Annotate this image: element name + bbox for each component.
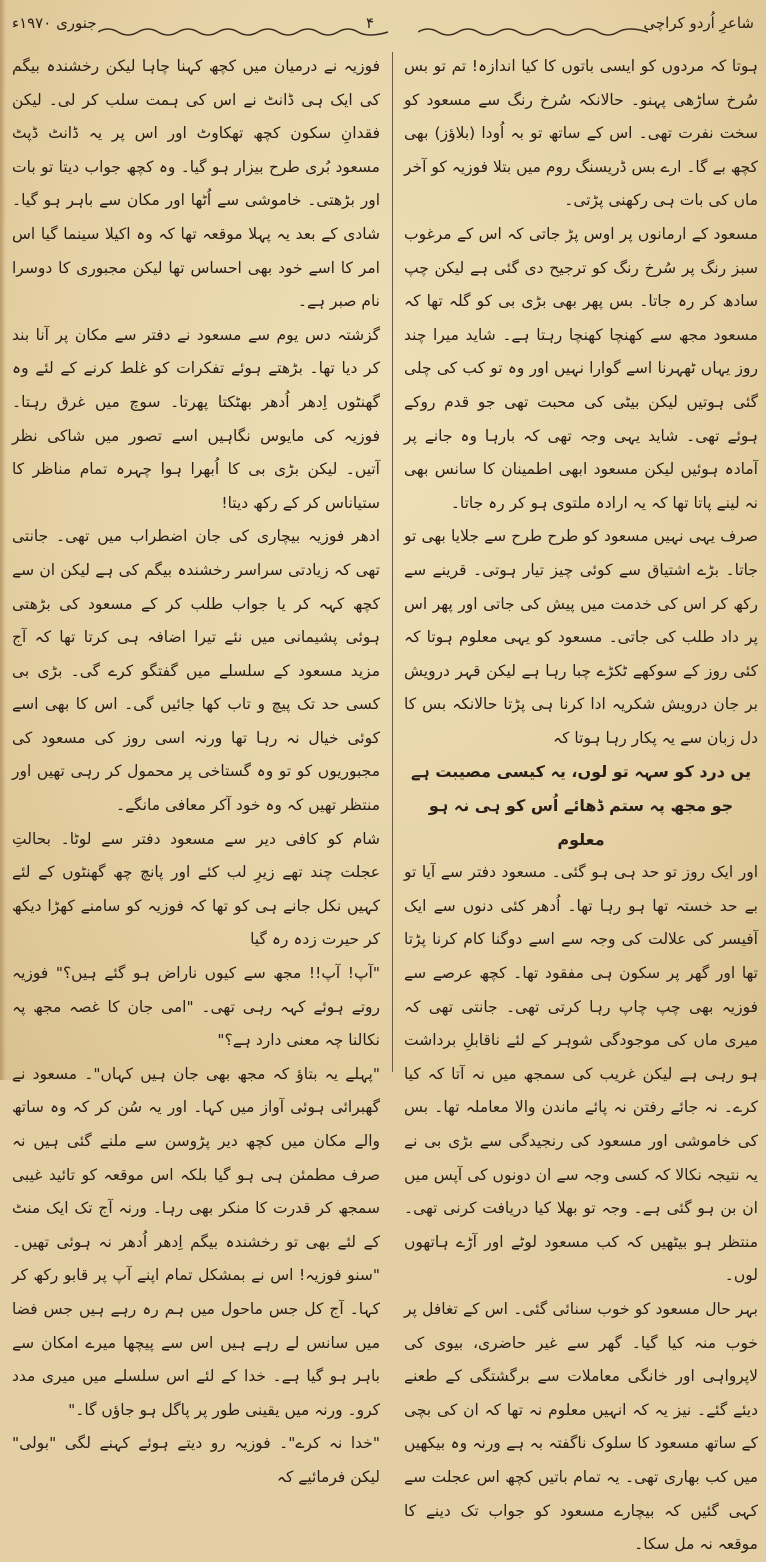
verse-line: یں درد کو سہہ تو لوں، یہ کیسی مصیبت ہے: [411, 762, 751, 782]
page-binding-shadow: [0, 0, 6, 1080]
paragraph: مسعود کے ارمانوں پر اوس پڑ جاتی کہ اس کے مرغوب سبز رنگ پر سُرخ رنگ کو ترجیح دی گئی ہے لیکن چپ سادھ کر رہ جاتا۔ بس پھر بھی بڑی بی کو گلہ تھا کہ مسعود مجھ سے کھنچا کھنچا رہتا ہے۔ شاید میرا چند روز یہاں ٹھہرنا اسے گوارا نہیں اور وہ تو کب کی چلی گئی ہوتیں لیکن بیٹی کی محبت تھی جو قدم روکے ہوئے تھی۔ شاید یہی وجہ تھی کہ بارہا وہ جانے پر آمادہ ہوئیں لیکن مسعود ابھی اطمینان کا سانس بھی نہ لینے پاتا تھا کہ یہ ارادہ ملتوی ہو کر رہ جاتا۔: [404, 224, 758, 512]
text-column-right: [400, 50, 758, 1562]
paragraph: فوزیہ نے درمیان میں کچھ کہنا چاہا لیکن رخشندہ بیگم کی ایک ہی ڈانٹ نے اس کی ہمت سلب کر لی۔ لیکن فقدانِ سکون کچھ تھکاوٹ اور اس پر یہ ڈانٹ ڈپٹ مسعود بُری طرح بیزار ہو گیا۔ وہ کچھ جواب دیتا تو بات اور بڑھتی۔ خاموشی سے اُٹھا اور مکان سے باہر ہو گیا۔ شادی کے بعد یہ پہلا موقعہ تھا کہ وہ اکیلا سینما گیا اس امر کا اسے خود بھی احساس تھا لیکن مجبوری کا دوسرا نام صبر ہے۔: [12, 57, 380, 311]
paragraph: گزشتہ دس یوم سے مسعود نے دفتر سے مکان پر آنا بند کر دیا تھا۔ بڑھتے ہوئے تفکرات کو غلط کرنے کے لئے وہ گھنٹوں اِدھر اُدھر بھٹکتا پھرتا۔ سوچ میں غرق رہتا۔ فوزیہ کی مایوس نگاہیں اسے تصور میں شاکی نظر آتیں۔ لیکن بڑی بی کا اُبھرا ہوا چہرہ تمام مناظر کا ستیاناس کر کے رکھ دیتا!: [12, 325, 380, 512]
paragraph: ہوتا کہ مردوں کو ایسی باتوں کا کیا اندازہ! تم تو بس سُرخ ساڑھی پہنو۔ حالانکہ سُرخ رنگ سے مسعود کو سخت نفرت تھی۔ اس کے ساتھ تو بہ اُودا (بلاؤز) بھی کچھ بے گا۔ ارے بس ڈریسنگ روم میں بتلا فوزیہ کو آخر ماں کی بات ہی رکھنی پڑتی۔: [404, 57, 758, 210]
header-date: جنوری ۱۹۷۰ء: [12, 14, 97, 32]
header-magazine-title: شاعرِ اُردو کراچی: [643, 14, 754, 32]
header-wave-ornament: [418, 26, 648, 38]
paragraph: بہر حال مسعود کو خوب سنائی گئی۔ اس کے تغافل پر خوب منہ کیا گیا۔ گھر سے غیر حاضری، بیوی کی لاپرواہی اور خانگی معاملات سے برگشتگی کے طعنے دیئے گئے۔ نیز یہ کہ انہیں معلوم نہ تھا کہ ان کی بچی کے ساتھ مسعود کا سلوک ناگفتہ بہ ہے ورنہ وہ بیکھیں میں کب بھاری تھی۔ یہ تمام باتیں کچھ اس عجلت سے کہی گئیں کہ بیچارے مسعود کو جواب تک دینے کا موقعہ نہ مل سکا۔: [404, 1299, 758, 1554]
column-divider: [392, 52, 393, 1072]
dialogue-paragraph: "پہلے یہ بتاؤ کہ مجھ بھی جان ہیں کہاں"۔ مسعود نے گھبرائی ہوئی آواز میں کہا۔ اور یہ سُن کر کہ وہ ساتھ والے مکان میں کچھ دیر پڑوسن سے ملنے گئی ہیں نہ صرف مطمئن ہی ہو گیا بلکہ اس موقعہ کو تائید غیبی سمجھ کر قدرت کا منکر بھی رہا۔ ورنہ آج تک ایک منٹ کے لئے بھی تو رخشندہ بیگم اِدھر اُدھر نہ ہوئی تھیں۔ "سنو فوزیہ! اس نے بمشکل تمام اپنے آپ پر قابو رکھ کر کہا۔ آج کل جس ماحول میں ہم رہ رہے ہیں جس فضا میں سانس لے رہے ہیں اس سے پیچھا میرے امکان سے باہر ہو گیا ہے۔ خدا کے لئے اس سلسلے میں میری مدد کرو۔ ورنہ میں یقینی طور پر پاگل ہو جاؤں گا۔": [12, 1064, 380, 1419]
paragraph: ادھر فوزیہ بیچاری کی جان اضطراب میں تھی۔ جانتی تھی کہ زیادتی سراسر رخشندہ بیگم کی ہے لیکن ان سے کچھ کہہ کر یا جواب طلب کر کے مسعود کی بڑھتی ہوئی پشیمانی میں نئے تیرا اضافہ ہی کرتا تھا کہ آج مزید مسعود کے سلسلے میں گفتگو کرے گی۔ بڑی بی کسی حد تک پیچ و تاب کھا جائیں گی۔ اس کا بھی اسے کوئی خیال نہ رہا تھا ورنہ اسی روز کی مسعود کی مجبوریوں کو تو وہ گستاخی پر محمول کر رہی تھیں اور منتظر تھیں کہ وہ خود آکر معافی مانگے۔: [12, 527, 380, 815]
paragraph: صرف یہی نہیں مسعود کو طرح طرح سے جلایا بھی تو جاتا۔ بڑے اشتیاق سے کوئی چیز تیار ہوتی۔ قرینے سے رکھ کر اس کی خدمت میں پیش کی جاتی اور پھر اس پر داد طلب کی جاتی۔ مسعود کو یہی معلوم ہوتا کہ کئی روز کے سوکھے ٹکڑے چبا رہا ہے لیکن قہر درویش بر جان درویش شکریہ ادا کرنا ہی پڑتا حالانکہ بس کا دل زبان سے یہ پکار رہا ہوتا کہ: [404, 527, 758, 747]
paragraph: شام کو کافی دیر سے مسعود دفتر سے لوٹا۔ بحالتِ عجلت چند تھے زیرِ لب کئے اور پانچ چھ گھنٹوں کے لئے کہیں نکل جانے ہی کو تھا کہ فوزیہ کو سامنے کھڑا دیکھ کر حیرت زدہ رہ گیا: [12, 829, 380, 949]
header-page-number: ۴: [365, 14, 375, 32]
dialogue-paragraph: "خدا نہ کرے"۔ فوزیہ رو دیتے ہوئے کہنے لگی "بولی" لیکن فرمائیے کہ: [12, 1434, 380, 1486]
header-wave-ornament: [98, 26, 388, 38]
paragraph: اور ایک روز تو حد ہی ہو گئی۔ مسعود دفتر سے آیا تو بے حد خستہ تھا ہو رہا تھا۔ اُدھر کئی دنوں سے ایک آفیسر کی علالت کی وجہ سے اسے دوگنا کام کرنا پڑتا تھا اور گھر پر سکون ہی مفقود تھا۔ کچھ عرصے سے فوزیہ بھی چپ چاپ رہا کرتی تھی۔ جانتی تھی کہ میری ماں کی موجودگی شوہر کے لئے ناقابلِ برداشت ہو رہی ہے لیکن غریب کی سمجھ میں نہ آتا کہ کیا کرے۔ نہ جائے رفتن نہ پائے ماندن والا معاملہ تھا۔ بس کی خاموشی اور مسعود کی رنجیدگی سے بڑی بی نے یہ نتیجہ نکالا کہ کسی وجہ سے ان دونوں کی آپس میں ان بن ہو گئی ہے۔ وجہ تو بھلا کیا دریافت کرنی تھی۔ منتظر ہو بیٹھیں کہ کب مسعود لوٹے اور آڑے ہاتھوں لوں۔: [404, 863, 758, 1285]
text-column-left: [12, 50, 384, 1495]
verse-line: جو مجھ پہ ستم ڈھائے اُس کو ہی نہ ہو معلوم: [428, 796, 734, 849]
dialogue-paragraph: "آپ! آپ!! مجھ سے کیوں ناراض ہو گئے ہیں؟" فوزیہ روتے ہوئے کہہ رہی تھی۔ "امی جان کا غصہ مجھ پہ نکالنا چہ معنی دارد ہے؟": [12, 964, 380, 1050]
page-header: [8, 0, 758, 46]
